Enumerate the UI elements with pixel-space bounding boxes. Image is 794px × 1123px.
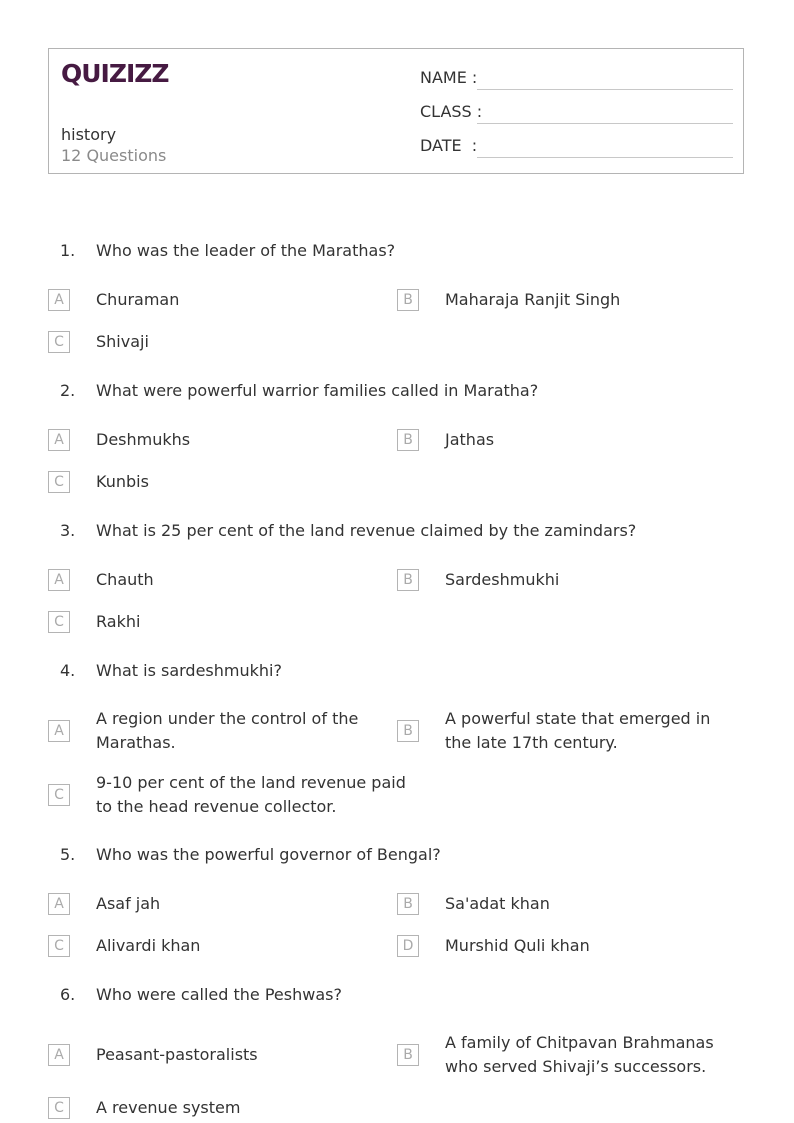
quiz-title: history [61,125,117,144]
option-text: Maharaja Ranjit Singh [445,290,621,309]
option-letter-box: B [397,569,419,591]
question-number: 3. [60,521,76,540]
question-text: Who were called the Peshwas? [96,985,342,1004]
option-text: Deshmukhs [96,430,191,449]
option-text: A revenue system [96,1098,241,1117]
option-letter-box: B [397,893,419,915]
question-number: 6. [60,985,76,1004]
option-letter-box: A [48,720,70,742]
option-text: Kunbis [96,472,149,491]
option-text: Jathas [445,430,495,449]
option-text: 9-10 per cent of the land revenue paid to the head revenue collector. [96,773,406,816]
option-text: Shivaji [96,332,149,351]
question-text: What is sardeshmukhi? [96,661,282,680]
option-letter-box: C [48,1097,70,1119]
name-field-line [477,89,733,90]
option-letter-box: A [48,893,70,915]
name-label: NAME : [420,68,478,87]
option-letter-box: B [397,1044,419,1066]
option-text: A region under the control of the Marathas. [96,709,359,752]
option-letter-box: C [48,471,70,493]
date-field-line [477,157,733,158]
option-letter-box: B [397,720,419,742]
option-text: A powerful state that emerged in the late 17th century. [445,709,711,752]
question-text: Who was the leader of the Marathas? [96,241,396,260]
option-text: Alivardi khan [96,936,201,955]
worksheet-header [48,48,744,174]
option-text: Peasant-pastoralists [96,1045,258,1064]
class-field-line [477,123,733,124]
option-text: A family of Chitpavan Brahmanas who served Shivaji’s successors. [445,1033,714,1076]
question-number: 2. [60,381,76,400]
quizizz-logo: QUIZIZZ [61,59,169,88]
question-number: 5. [60,845,76,864]
option-letter-box: C [48,331,70,353]
question-number: 1. [60,241,76,260]
option-letter-box: A [48,289,70,311]
option-text: Sardeshmukhi [445,570,560,589]
option-letter-box: A [48,569,70,591]
class-label: CLASS : [420,102,483,121]
option-letter-box: A [48,429,70,451]
option-letter-box: B [397,429,419,451]
option-letter-box: D [397,935,419,957]
option-letter-box: A [48,1044,70,1066]
option-text: Chauth [96,570,154,589]
question-number: 4. [60,661,76,680]
date-label: DATE : [420,136,478,155]
option-letter-box: C [48,611,70,633]
option-text: Churaman [96,290,180,309]
question-text: What were powerful warrior families called in Maratha? [96,381,539,400]
option-letter-box: C [48,935,70,957]
question-count: 12 Questions [61,146,167,165]
option-letter-box: B [397,289,419,311]
option-text: Rakhi [96,612,141,631]
question-text: Who was the powerful governor of Bengal? [96,845,441,864]
option-text: Asaf jah [96,894,161,913]
option-text: Murshid Quli khan [445,936,590,955]
option-text: Sa'adat khan [445,894,550,913]
question-text: What is 25 per cent of the land revenue claimed by the zamindars? [96,521,637,540]
option-letter-box: C [48,784,70,806]
